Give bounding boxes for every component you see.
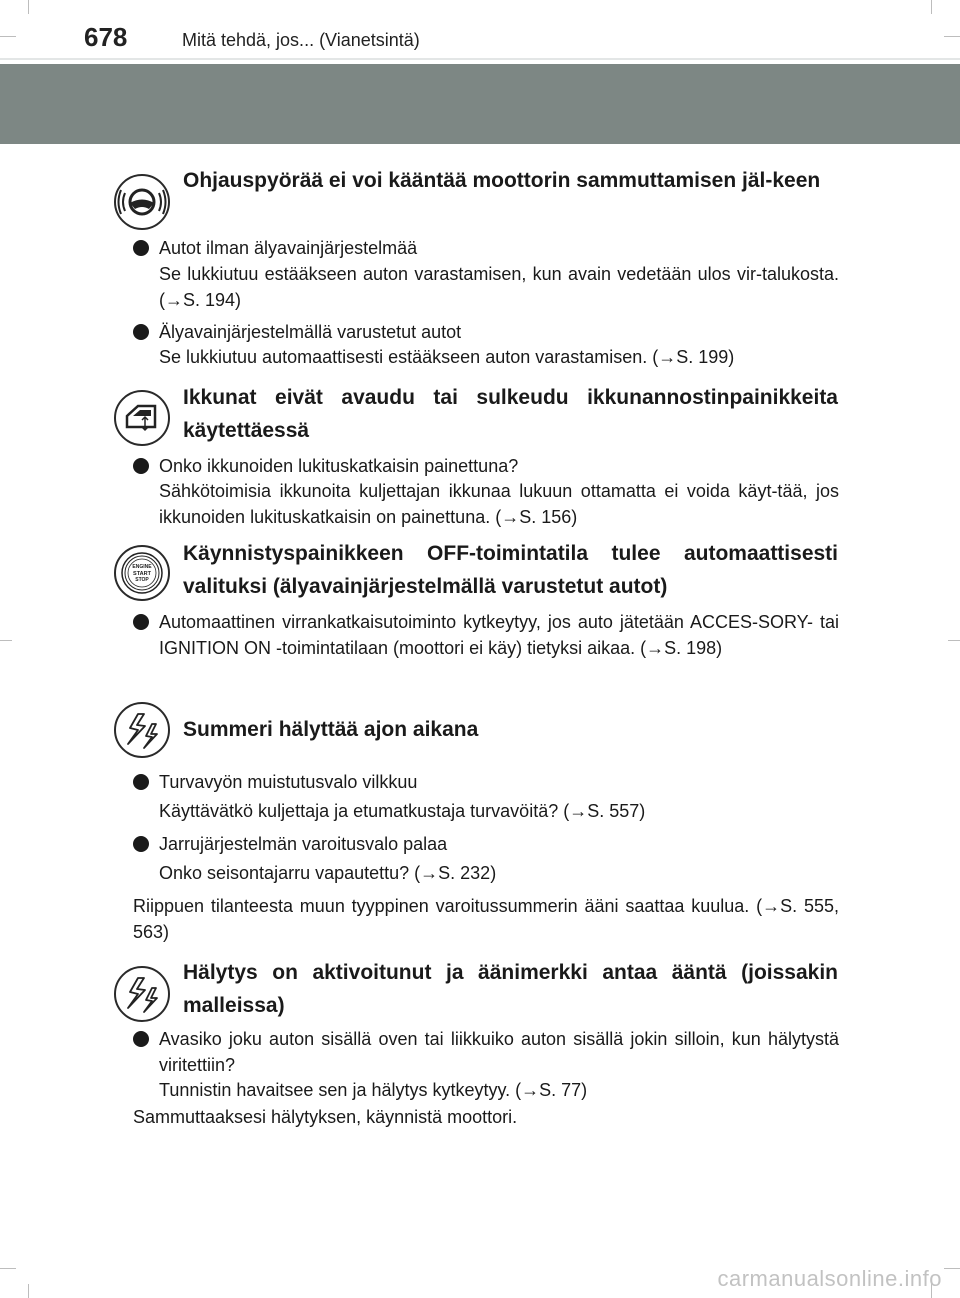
list-item-text: Sähkötoimisia ikkunoita kuljettajan ikkunaa lukuun ottamatta ei voida käyt-tää, jos ikkunoiden lukituskatkaisin on painettuna. (→S. 156) [159,481,839,527]
bullet-icon [133,614,149,630]
chapter-band [0,64,960,144]
section-note: Sammuttaaksesi hälytyksen, käynnistä moottori. [133,1107,518,1127]
crop-mark [0,1268,16,1269]
bullet-icon [133,1031,149,1047]
list-item-heading: Turvavyön muistutusvalo vilkkuu [159,772,418,792]
section-title: Summeri hälyttää ajon aikana [183,718,479,741]
buzzer-alert-icon [114,702,170,758]
alarm-alert-icon [114,966,170,1022]
bullet-icon [133,324,149,340]
section-title: Hälytys on aktivoitunut ja äänimerkki antaa ääntä (joissakin malleissa) [183,961,838,1017]
bullet-icon [133,774,149,790]
crop-mark [28,1284,29,1298]
page-header [0,0,960,58]
engine-start-stop-icon [114,545,170,601]
stop-label: STOP [135,577,149,583]
list-item-heading: Autot ilman älyavainjärjestelmää [159,238,418,258]
list-item-heading: Onko ikkunoiden lukituskatkaisin painettuna? [159,456,519,476]
list-item-heading: Avasiko joku auton sisällä oven tai liikkuiko auton sisällä jokin silloin, kun hälytystä viritettiin? [159,1029,839,1075]
start-label: START [133,571,151,577]
list-item-text: Tunnistin havaitsee sen ja hälytys kytkeytyy. (→S. 77) [159,1080,588,1100]
list-item-heading: Jarrujärjestelmän varoitusvalo palaa [159,834,448,854]
section-title: Ikkunat eivät avaudu tai sulkeudu ikkunannostinpainikkeita käytettäessä [183,386,838,442]
list-item-text: Onko seisontajarru vapautettu? (→S. 232) [159,863,497,883]
crop-mark [944,1268,960,1269]
section-title: Ohjauspyörää ei voi kääntää moottorin sammuttamisen jäl-keen [183,169,821,192]
header-title: Mitä tehdä, jos... (Vianetsintä) [182,30,420,50]
bullet-icon [133,458,149,474]
steering-wheel-warning-icon [114,174,170,230]
crop-mark [948,640,960,641]
bullet-icon [133,836,149,852]
footer-watermark: carmanualsonline.info [717,1266,942,1291]
power-window-icon [114,390,170,446]
section-title: Käynnistyspainikkeen OFF-toimintatila tulee automaattisesti valituksi (älyavainjärjestelmällä varustetut autot) [183,542,838,598]
engine-label: ENGINE [132,564,152,570]
list-item-text: Automaattinen virrankatkaisutoiminto kytkeytyy, jos auto jätetään ACCES-SORY- tai IGNITION ON -toimintatilaan (moottori ei käy) tietyksi aikaa. (→S. 198) [159,612,839,658]
bullet-icon [133,240,149,256]
list-item-text: Se lukkiutuu automaattisesti estääkseen auton varastamisen. (→S. 199) [159,347,735,367]
list-item-text: Käyttävätkö kuljettaja ja etumatkustaja turvavöitä? (→S. 557) [159,801,646,821]
section-note: Riippuen tilanteesta muun tyyppinen varoitussummerin ääni saattaa kuulua. (→S. 555, 563) [133,896,839,942]
page-number: 678 [84,22,128,52]
crop-mark [0,640,12,641]
list-item-heading: Älyavainjärjestelmällä varustetut autot [159,322,462,342]
header-rule [0,58,960,60]
list-item-text: Se lukkiutuu estääkseen auton varastamisen, kun avain vedetään ulos vir-talukosta. (→S. 194) [159,264,839,310]
